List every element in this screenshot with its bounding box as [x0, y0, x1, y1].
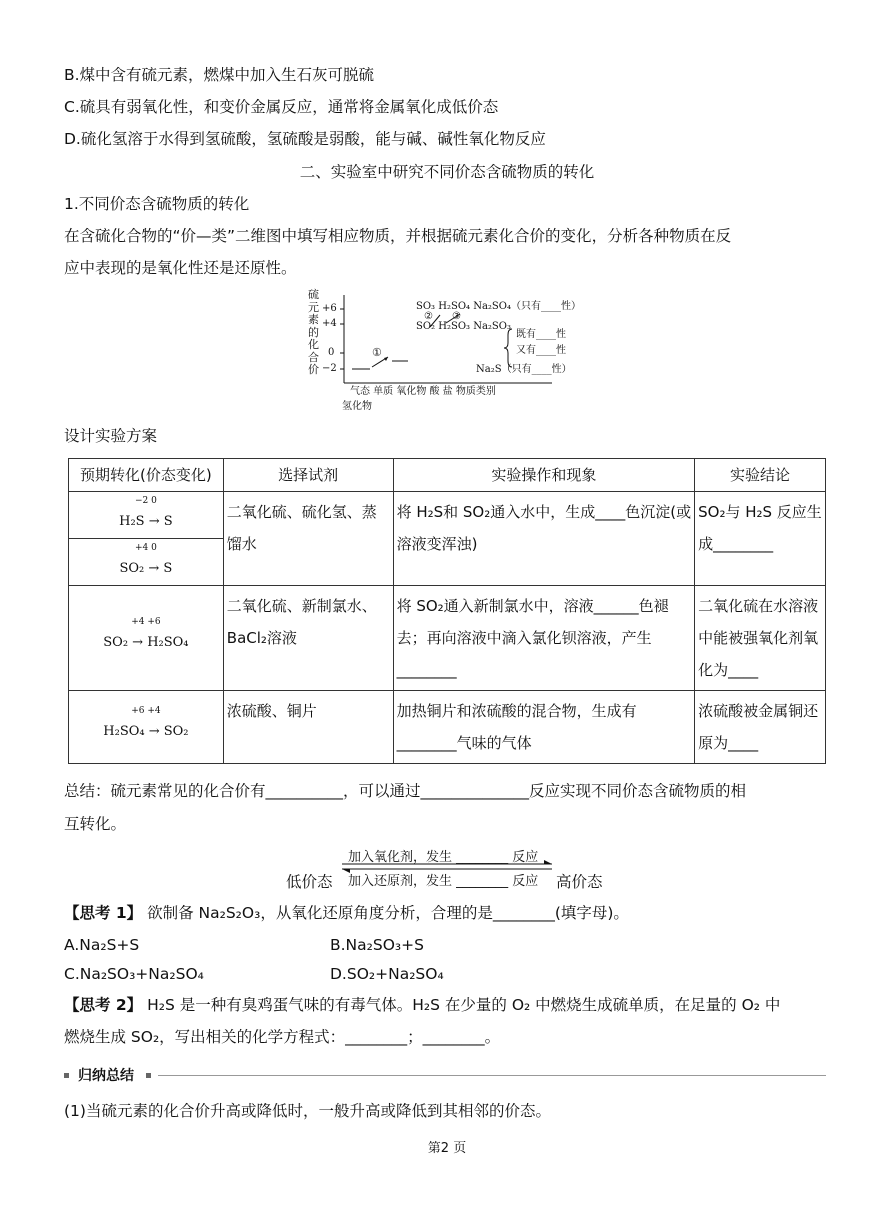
ytick-minus2: −2	[322, 363, 337, 374]
diagram-mid-note-1: 既有____性	[516, 329, 566, 340]
conversion-cell	[69, 492, 224, 586]
subsection-title: 1.不同价态含硫物质的转化	[64, 195, 250, 213]
table-header: 实验操作和现象	[393, 459, 695, 492]
option-d: D.硫化氢溶于水得到氢硫酸，氢硫酸是弱酸，能与碱、碱性氧化物反应	[64, 130, 546, 148]
operation-cell: 将 H₂S和 SO₂通入水中，生成____色沉淀(或溶液变浑浊)	[393, 492, 695, 586]
valence-class-diagram	[300, 287, 630, 417]
diagram-bottom-row: Na₂S（只有____性）	[476, 364, 572, 375]
conversion: H₂S → S	[119, 514, 173, 529]
reductant-label: 加入还原剂，发生 ________ 反应	[348, 874, 539, 889]
redox-arrow-scheme	[286, 844, 616, 894]
table-header: 选择试剂	[223, 459, 393, 492]
think1-label: 【思考 1】	[64, 904, 143, 922]
page-number: 第2 页	[427, 1141, 467, 1156]
high-valence-label: 高价态	[556, 873, 603, 891]
oxidation-states: +6 +4	[131, 706, 161, 716]
experiment-table	[68, 458, 826, 764]
oxidant-label: 加入氧化剂，发生 ________ 反应	[348, 850, 539, 865]
think1-option-a: A.Na₂S+S	[64, 936, 140, 954]
section-title: 二、实验室中研究不同价态含硫物质的转化	[299, 163, 595, 181]
think2-line-2: 燃烧生成 SO₂，写出相关的化学方程式：________；________。	[64, 1028, 501, 1046]
conversion: SO₂ → H₂SO₄	[103, 635, 189, 650]
diagram-mid-row: SO₂ H₂SO₃ Na₂SO₃	[416, 321, 511, 332]
oxidation-states: +4 0	[134, 543, 157, 553]
diagram-ylabel: 硫 元 素 的 化 合 价	[308, 288, 319, 376]
diagram-circle-1: ①	[372, 346, 382, 359]
design-heading: 设计实验方案	[64, 427, 158, 445]
oxidation-states: −2 0	[134, 496, 157, 506]
conclusion-cell: 浓硫酸被金属铜还原为____	[695, 691, 826, 764]
conclusion-cell: SO₂与 H₂S 反应生成________	[695, 492, 826, 586]
think1-option-d: D.SO₂+Na₂SO₄	[330, 965, 444, 983]
oxidation-states: +4 +6	[131, 617, 161, 627]
diagram-top-row: SO₃ H₂SO₄ Na₂SO₄（只有____性）	[416, 301, 581, 312]
diagram-circle-2: ②	[424, 311, 433, 322]
conversion-cell	[69, 586, 224, 691]
table-row	[69, 492, 826, 586]
summary-section-title: 归纳总结	[78, 1068, 134, 1084]
bullet-icon	[146, 1073, 151, 1078]
think1-text: 欲制备 Na₂S₂O₃，从氧化还原角度分析，合理的是________(填字母)。	[142, 904, 629, 922]
intro-line-2: 应中表现的是氧化性还是还原性。	[64, 259, 297, 277]
conversion: SO₂ → S	[119, 561, 173, 576]
think1-option-c: C.Na₂SO₃+Na₂SO₄	[64, 965, 204, 983]
summary-line-1: 总结：硫元素常见的化合价有__________，可以通过______________反应实现不同价态含硫物质的相	[64, 782, 747, 800]
diagram-xcats: 气态 单质 氧化物 酸 盐 物质类别	[350, 386, 496, 397]
table-header: 实验结论	[695, 459, 826, 492]
conversion-cell	[69, 691, 224, 764]
reagent-cell: 浓硫酸、铜片	[223, 691, 393, 764]
intro-line-1: 在含硫化合物的“价—类”二维图中填写相应物质，并根据硫元素化合价的变化，分析各种物质在反	[64, 227, 732, 245]
think1-line	[64, 902, 629, 924]
diagram-circle-3: ③	[452, 311, 461, 322]
reagent-cell: 二氧化硫、新制氯水、BaCl₂溶液	[223, 586, 393, 691]
think2-label: 【思考 2】	[64, 996, 143, 1014]
table-header-row	[69, 459, 826, 492]
conversion: H₂SO₄ → SO₂	[103, 724, 189, 739]
option-b: B.煤中含有硫元素，燃煤中加入生石灰可脱硫	[64, 66, 375, 84]
think2-line-1: 【思考 2】 H₂S 是一种有臭鸡蛋气味的有毒气体。H₂S 在少量的 O₂ 中燃烧生成硫单质，在足量的 O₂ 中	[64, 996, 781, 1014]
table-header: 预期转化(价态变化)	[69, 459, 224, 492]
diagram-mid-note-2: 又有____性	[516, 345, 566, 356]
table-row	[69, 586, 826, 691]
table-row	[69, 691, 826, 764]
bullet-icon	[64, 1073, 69, 1078]
low-valence-label: 低价态	[286, 873, 333, 891]
operation-cell: 将 SO₂通入新制氯水中，溶液______色褪去；再向溶液中滴入氯化钡溶液，产生________	[393, 586, 695, 691]
summary-line-2: 互转化。	[64, 815, 127, 833]
summary-section-bar	[64, 1066, 826, 1086]
ytick-plus6: +6	[322, 303, 337, 314]
option-c: C.硫具有弱氧化性，和变价金属反应，通常将金属氧化成低价态	[64, 98, 499, 116]
section-divider	[158, 1075, 826, 1076]
think1-option-b: B.Na₂SO₃+S	[330, 936, 424, 954]
ytick-zero: 0	[328, 347, 335, 358]
diagram-xcat2: 氢化物	[342, 401, 372, 412]
conclusion-cell: 二氧化硫在水溶液中能被强氧化剂氧化为____	[695, 586, 826, 691]
ytick-plus4: +4	[322, 318, 337, 329]
reagent-cell: 二氧化硫、硫化氢、蒸馏水	[223, 492, 393, 586]
summary-point-1: (1)当硫元素的化合价升高或降低时，一般升高或降低到其相邻的价态。	[64, 1102, 551, 1120]
operation-cell: 加热铜片和浓硫酸的混合物，生成有________气味的气体	[393, 691, 695, 764]
